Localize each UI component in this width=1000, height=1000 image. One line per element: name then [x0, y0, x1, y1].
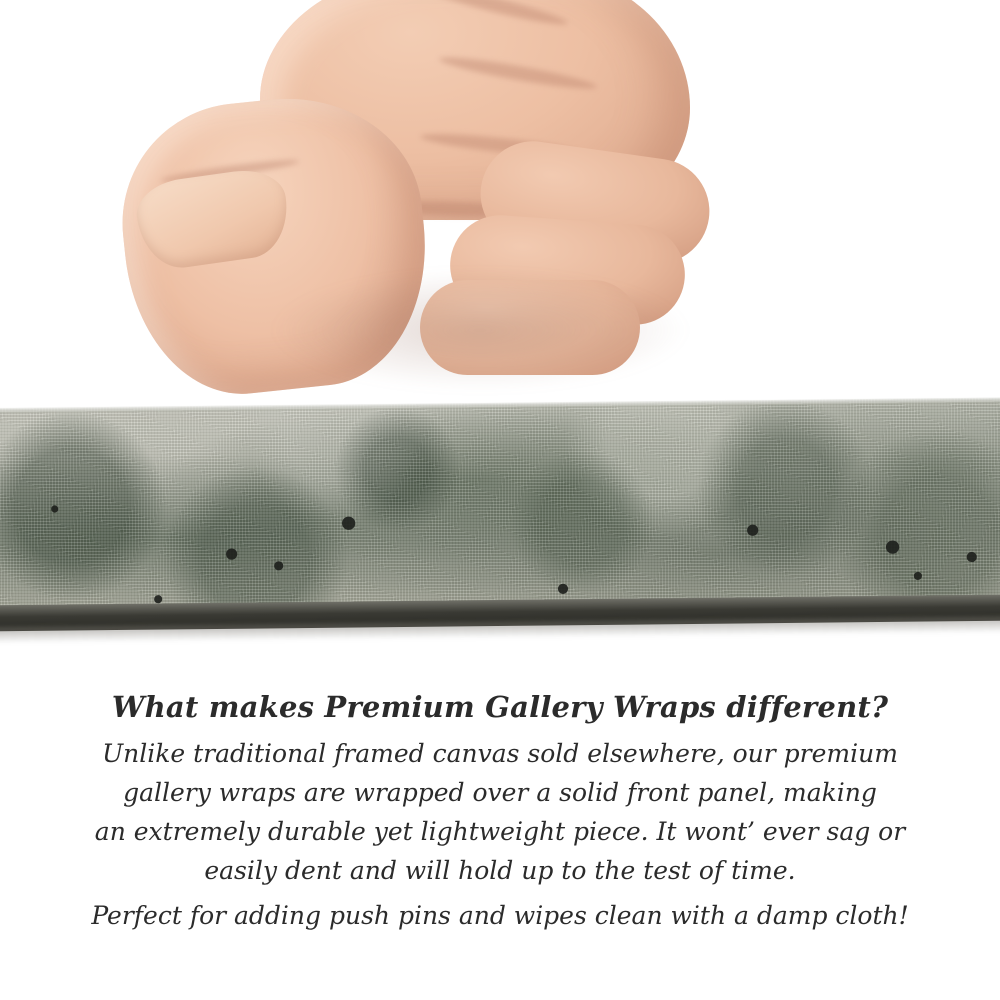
caption-block: [0, 690, 1000, 935]
caption-closing-line: Perfect for adding push pins and wipes clean with a damp cloth!: [91, 901, 909, 930]
canvas-weave-texture: [0, 398, 1000, 628]
canvas-speck: [967, 552, 977, 562]
caption-line-1: Unlike traditional framed canvas sold elsewhere, our premium: [102, 739, 898, 768]
canvas-speck: [274, 561, 283, 570]
canvas-speck: [342, 517, 355, 530]
canvas-speck: [226, 548, 237, 559]
canvas-speck: [914, 572, 922, 580]
caption-line-4: easily dent and will hold up to the test of time.: [204, 856, 796, 885]
hand-shadow: [270, 270, 690, 390]
caption-heading: What makes Premium Gallery Wraps different?: [111, 690, 889, 724]
caption-line-3: an extremely durable yet lightweight piece. It wont’ ever sag or: [94, 817, 906, 846]
canvas-speck: [747, 525, 758, 536]
canvas-speck: [51, 505, 58, 512]
canvas-wrap-edge: [0, 398, 1000, 628]
caption-line-2: gallery wraps are wrapped over a solid front panel, making: [123, 778, 877, 807]
canvas-speck: [154, 595, 162, 603]
canvas-speck: [558, 584, 568, 594]
hand-pressing-down: [120, 0, 720, 430]
canvas-speck: [886, 540, 899, 553]
